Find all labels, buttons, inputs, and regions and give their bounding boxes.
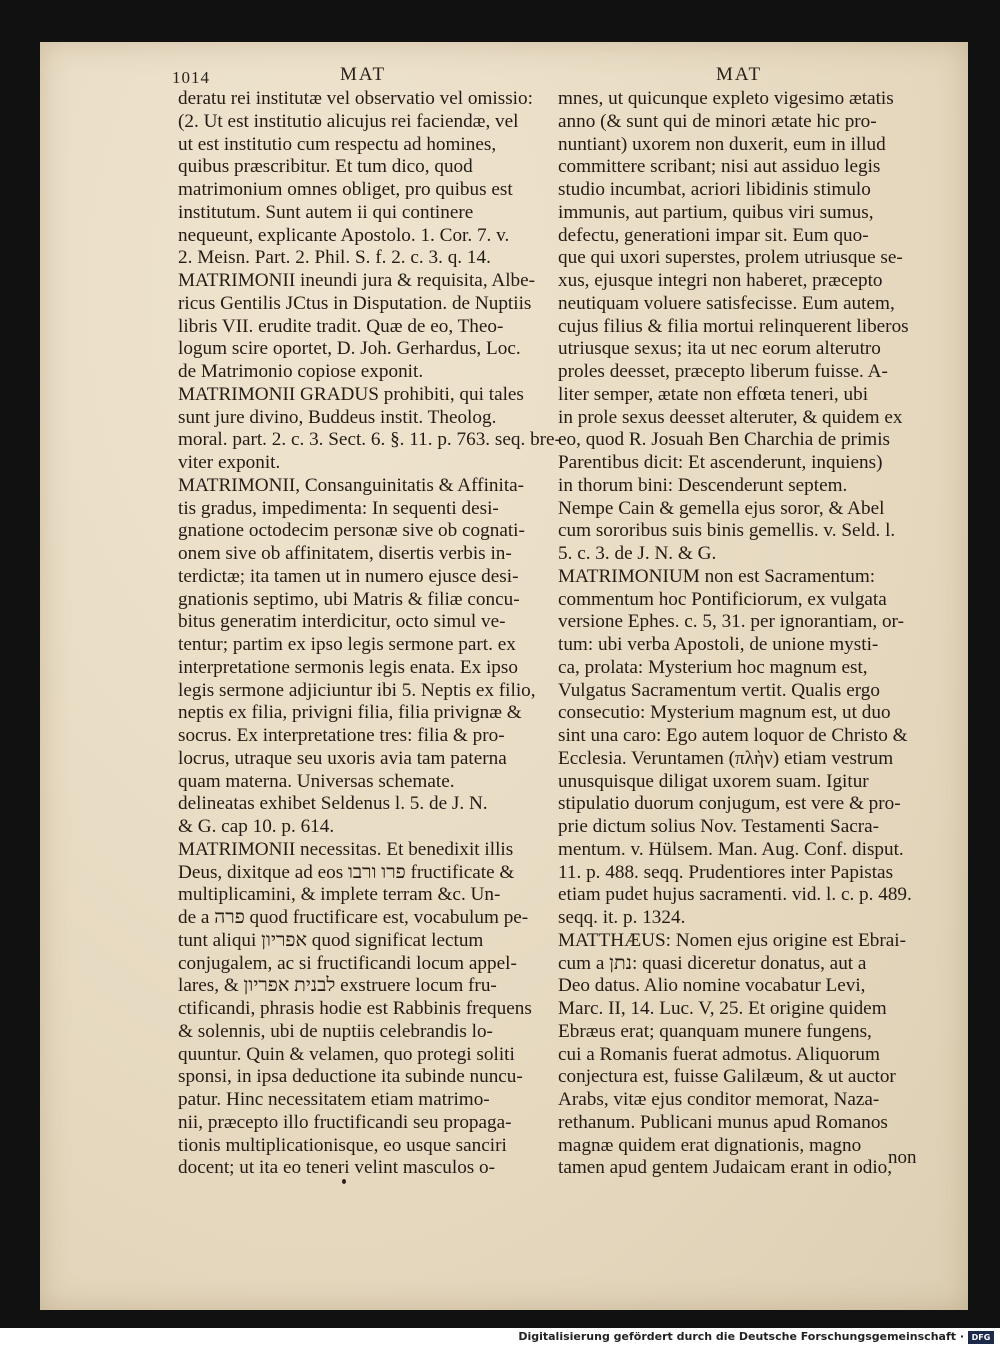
footer-bar: [0, 1328, 1000, 1347]
text-line: prie dictum solius Nov. Testamenti Sacra-: [558, 816, 880, 837]
left-column: [178, 88, 561, 1180]
right-column: [558, 88, 930, 1180]
text-line: tionis multiplicationisque, eo usque sanciri: [178, 1134, 507, 1156]
text-line: sint una caro: Ego autem loquor de Christo &: [558, 725, 908, 746]
text-line: logum scire oportet, D. Joh. Gerhardus, Loc.: [178, 338, 521, 360]
text-line: locrus, utraque seu uxoris avia tam paterna: [178, 747, 507, 769]
text-line: Ebræus erat; quanquam munere fungens,: [558, 1020, 872, 1042]
text-line: nii, præcepto illo fructificandi seu propaga-: [178, 1111, 512, 1133]
text-line: anno (& sunt qui de minori ætate hic pro-: [558, 110, 877, 132]
text-line: tamen apud gentem Judaicam erant in odio,: [558, 1157, 893, 1179]
text-line: de Matrimonio copiose exponit.: [178, 361, 424, 382]
text-line: sponsi, in ipsa deductione ita subinde nuncu-: [178, 1066, 523, 1088]
catchword: non: [888, 1147, 917, 1168]
text-line: seqq. it. p. 1324.: [558, 907, 686, 928]
text-line: tum: ubi verba Apostoli, de unione mysti-: [558, 634, 879, 655]
text-line: lares, & לבנית אפריון exstruere locum fru-: [178, 975, 497, 997]
running-head-left: MAT: [340, 64, 387, 85]
text-line: gnationis septimo, ubi Matris & filiæ concu-: [178, 588, 520, 610]
text-line: viter exponit.: [178, 452, 281, 473]
text-line: nuntiant) uxorem non duxerit, eum in illud: [558, 133, 886, 155]
text-line: onem sive ob affinitatem, disertis verbis in-: [178, 543, 512, 564]
text-line: delineatas exhibet Seldenus l. 5. de J. N.: [178, 793, 488, 815]
text-line: studio incumbat, acriori libidinis stimulo: [558, 179, 871, 200]
text-line: Ecclesia. Veruntamen (πλὴν) etiam vestrum: [558, 747, 894, 769]
text-line: xus, ejusque integri non haberet, præcepto: [558, 270, 883, 291]
text-line: & G. cap 10. p. 614.: [178, 816, 335, 837]
running-head-right: MAT: [716, 64, 763, 85]
text-line: institutum. Sunt autem ii qui continere: [178, 201, 474, 223]
text-line: tis gradus, impedimenta: In sequenti desi-: [178, 497, 499, 519]
text-line: Nempe Cain & gemella ejus soror, & Abel: [558, 497, 885, 519]
text-line: tunt aliqui אפריון quod significat lectum: [178, 929, 484, 951]
text-line: neptis ex filia, privigni filia, filia privignæ &: [178, 702, 522, 724]
text-line: multiplicamini, & implete terram &c. Un-: [178, 884, 501, 906]
text-line: que qui uxori superstes, prolem utriusque se-: [558, 247, 903, 269]
text-line: de a פרה quod fructificare est, vocabulum pe-: [178, 907, 529, 928]
text-line: moral. part. 2. c. 3. Sect. 6. §. 11. p. 763. seq. bre-: [178, 429, 561, 451]
text-line: rethanum. Publicani munus apud Romanos: [558, 1111, 888, 1133]
text-line: neutiquam voluere satisfecisse. Eum autem,: [558, 292, 895, 314]
text-line: utriusque sexus; ita ut nec eorum alterutro: [558, 338, 881, 360]
text-line: versione Ephes. c. 5, 31. per ignorantiam, or-: [558, 611, 904, 633]
text-line: immunis, aut partium, quibus viri sumus,: [558, 201, 874, 223]
text-line: libris VII. erudite tradit. Quæ de eo, Theo-: [178, 315, 504, 337]
text-line: Deus, dixitque ad eos פרו ורבו fructificate &: [178, 861, 515, 883]
page-number: 1014: [172, 68, 210, 87]
text-line: patur. Hinc necessitatem etiam matrimo-: [178, 1089, 490, 1110]
text-line: in thorum bini: Descenderunt septem.: [558, 474, 848, 496]
dfg-logo: DFG: [968, 1331, 994, 1344]
text-line: Vulgatus Sacramentum vertit. Qualis ergo: [558, 679, 880, 701]
text-line: MATRIMONII necessitas. Et benedixit illis: [178, 838, 514, 860]
text-line: MATRIMONII GRADUS prohibiti, qui tales: [178, 383, 524, 405]
text-line: ricus Gentilis JCtus in Disputation. de Nuptiis: [178, 292, 532, 314]
text-line: sunt jure divino, Buddeus instit. Theolog.: [178, 406, 497, 428]
text-line: cum sororibus suis binis gemellis. v. Seld. l.: [558, 520, 896, 542]
text-line: quuntur. Quin & velamen, quo protegi soliti: [178, 1043, 515, 1065]
text-line: liter semper, ætate non effœta teneri, ubi: [558, 383, 869, 405]
text-line: quam materna. Universas schemate.: [178, 770, 455, 792]
text-line: committere scribant; nisi aut assiduo legis: [558, 156, 881, 178]
text-line: ut est institutio cum respectu ad homines,: [178, 133, 497, 155]
text-line: Marc. II, 14. Luc. V, 25. Et origine quidem: [558, 998, 887, 1019]
text-line: MATRIMONII ineundi jura & requisita, Albe-: [178, 270, 536, 291]
text-line: bitus generatim interdicitur, octo simul ve-: [178, 611, 506, 633]
text-line: Arabs, vitæ ejus conditor memorat, Naza-: [558, 1089, 880, 1110]
text-line: ca, prolata: Mysterium hoc magnum est,: [558, 656, 868, 678]
text-line: quibus præscribitur. Et tum dico, quod: [178, 156, 473, 178]
text-line: nequeunt, explicante Apostolo. 1. Cor. 7. v.: [178, 224, 510, 246]
text-line: deratu rei institutæ vel observatio vel omissio:: [178, 88, 533, 109]
text-line: MATRIMONIUM non est Sacramentum:: [558, 565, 876, 587]
footer-credit: Digitalisierung gefördert durch die Deutsche Forschungsgemeinschaft ·: [518, 1330, 964, 1343]
text-line: gnatione octodecim personæ sive ob cognati-: [178, 520, 525, 542]
text-line: proles deesset, præcepto liberum fuisse. A-: [558, 361, 888, 382]
text-line: socrus. Ex interpretatione tres: filia & pro-: [178, 725, 505, 746]
text-line: conjugalem, ac si fructificandi locum appel-: [178, 952, 517, 974]
text-line: ctificandi, phrasis hodie est Rabbinis frequens: [178, 998, 532, 1019]
text-line: stipulatio duorum conjugum, est vere & pro-: [558, 793, 901, 815]
text-line: mnes, ut quicunque expleto vigesimo ætatis: [558, 88, 894, 109]
text-line: cujus filius & filia mortui relinquerent liberos: [558, 315, 909, 337]
text-line: etiam pudet hujus sacramenti. vid. l. c. p. 489.: [558, 884, 912, 906]
text-line: conjectura est, fuisse Galilæum, & ut auctor: [558, 1066, 896, 1088]
text-line: MATTHÆUS: Nomen ejus origine est Ebrai-: [558, 929, 906, 951]
text-line: commentum hoc Pontificiorum, ex vulgata: [558, 588, 887, 610]
text-line: (2. Ut est institutio alicujus rei faciendæ, vel: [178, 110, 519, 132]
text-line: 5. c. 3. de J. N. & G.: [558, 543, 717, 564]
text-line: defectu, generationi impar sit. Eum quo-: [558, 224, 869, 246]
text-line: magnæ quidem erat dignationis, magno: [558, 1134, 862, 1156]
text-line: tentur; partim ex ipso legis sermone part. ex: [178, 634, 516, 655]
text-line: cum a נתן: quasi diceretur donatus, aut a: [558, 952, 867, 974]
text-line: consecutio: Mysterium magnum est, ut duo: [558, 702, 891, 724]
text-line: matrimonium omnes obliget, pro quibus est: [178, 179, 513, 200]
text-line: eo, quod R. Josuah Ben Charchia de primis: [558, 429, 890, 451]
text-line: unusquisque diligat uxorem suam. Igitur: [558, 770, 869, 792]
ornament-dot: [342, 1179, 346, 1184]
book-page: [40, 42, 968, 1310]
text-line: mentum. v. Hülsem. Man. Aug. Conf. disput.: [558, 838, 904, 860]
text-line: cui a Romanis fuerat admotus. Aliquorum: [558, 1043, 880, 1065]
text-line: MATRIMONII, Consanguinitatis & Affinita-: [178, 474, 525, 496]
text-line: Parentibus dicit: Et ascenderunt, inquiens): [558, 452, 883, 473]
text-line: docent; ut ita eo teneri velint masculos o-: [178, 1157, 496, 1179]
text-line: 11. p. 488. seqq. Prudentiores inter Papistas: [558, 861, 894, 883]
text-line: & solennis, ubi de nuptiis celebrandis lo-: [178, 1020, 493, 1042]
text-line: legis sermone adjiciuntur ibi 5. Neptis ex filio,: [178, 679, 536, 701]
text-line: in prole sexus deesset alteruter, & quidem ex: [558, 406, 903, 428]
text-line: 2. Meisn. Part. 2. Phil. S. f. 2. c. 3. q. 14.: [178, 247, 491, 269]
text-line: Deo datus. Alio nomine vocabatur Levi,: [558, 975, 866, 997]
text-line: interpretatione sermonis legis enata. Ex ipso: [178, 656, 518, 678]
text-line: terdictæ; ita tamen ut in numero ejusce desi-: [178, 565, 519, 587]
